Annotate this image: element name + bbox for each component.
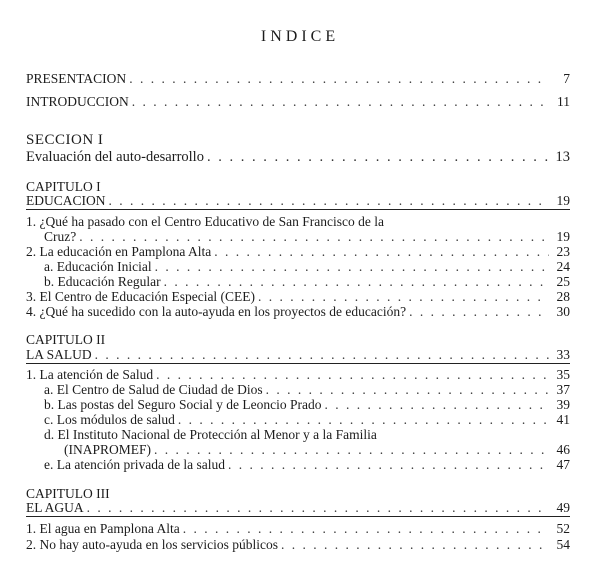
toc-label: 2. No hay auto-ayuda en los servicios públicos (26, 537, 278, 552)
dot-leader (87, 500, 549, 515)
dot-leader (183, 521, 549, 536)
dot-leader (214, 244, 549, 259)
toc-page-number: 25 (556, 274, 570, 289)
dot-leader (258, 289, 549, 304)
toc-label: 3. El Centro de Educación Especial (CEE) (26, 289, 256, 304)
toc-page-number: 19 (556, 229, 570, 244)
toc-label: d. El Instituto Nacional de Protección al Menor y a la Familia (44, 427, 377, 442)
toc-page-number: 28 (556, 289, 570, 304)
toc-label: EDUCACION (26, 193, 106, 208)
chapter-heading: CAPITULO II (26, 332, 106, 347)
toc-entry[interactable] (44, 274, 570, 289)
dot-leader (155, 259, 549, 274)
dot-leader (164, 274, 549, 289)
toc-page-number: 41 (556, 412, 570, 427)
toc-label: 4. ¿Qué ha sucedido con la auto-ayuda en los proyectos de educación? (26, 304, 407, 319)
toc-label: c. Los módulos de salud (44, 412, 175, 427)
toc-page-number: 54 (556, 537, 570, 552)
toc-label: b. Educación Regular (44, 274, 161, 289)
dot-leader (129, 71, 549, 86)
toc-label: (INAPROMEF) (64, 442, 152, 457)
toc-entry[interactable] (26, 214, 570, 229)
toc-label: 1. ¿Qué ha pasado con el Centro Educativo de San Francisco de la (26, 214, 385, 229)
toc-label: e. La atención privada de la salud (44, 457, 226, 472)
toc-entry[interactable] (26, 289, 570, 304)
toc-entry[interactable] (44, 229, 570, 244)
dot-leader (281, 537, 549, 552)
toc-page-number: 33 (556, 347, 570, 362)
toc-entry[interactable] (26, 304, 570, 319)
toc-label: Evaluación del auto-desarrollo (26, 149, 204, 165)
section-heading: SECCION I (26, 132, 104, 148)
toc-label: a. Educación Inicial (44, 259, 152, 274)
toc-page-number: 11 (557, 94, 570, 109)
dot-leader (79, 229, 549, 244)
dot-leader (228, 457, 549, 472)
toc-label: PRESENTACION (26, 71, 127, 86)
toc-page-number: 35 (556, 367, 570, 382)
dot-leader (409, 304, 549, 319)
toc-entry[interactable] (26, 244, 570, 259)
toc-page-number: 46 (556, 442, 570, 457)
toc-label: 1. La atención de Salud (26, 367, 154, 382)
toc-entry[interactable] (26, 537, 570, 552)
toc-page-number: 7 (563, 71, 570, 86)
toc-page-number: 37 (556, 382, 570, 397)
toc-label: Cruz? (44, 229, 77, 244)
toc-label: 2. La educación en Pamplona Alta (26, 244, 212, 259)
toc-entry[interactable] (44, 427, 570, 442)
toc-page-number: 13 (555, 149, 570, 165)
toc-entry[interactable] (44, 457, 570, 472)
toc-page-number: 23 (556, 244, 570, 259)
toc-label: LA SALUD (26, 347, 92, 362)
toc-page-number: 49 (556, 500, 570, 515)
dot-leader (207, 150, 549, 165)
toc-entry-introduccion[interactable] (26, 94, 570, 109)
dot-leader (154, 442, 549, 457)
page-title: INDICE (260, 28, 340, 45)
toc-page-number: 39 (556, 397, 570, 412)
chapter-heading: CAPITULO I (26, 179, 101, 194)
toc-entry-chapter[interactable] (26, 193, 570, 208)
dot-leader (178, 412, 549, 427)
toc-entry-presentacion[interactable] (26, 71, 570, 86)
toc-label: b. Las postas del Seguro Social y de Leoncio Prado (44, 397, 322, 412)
toc-entry-chapter[interactable] (26, 500, 570, 515)
dot-leader (132, 94, 549, 109)
toc-page-number: 24 (556, 259, 570, 274)
toc-label: INTRODUCCION (26, 94, 129, 109)
toc-entry[interactable] (44, 397, 570, 412)
toc-page-number: 52 (556, 521, 570, 536)
chapter-heading: CAPITULO III (26, 486, 110, 501)
dot-leader (266, 382, 549, 397)
toc-entry[interactable] (26, 367, 570, 382)
dot-leader (156, 367, 549, 382)
toc-label: EL AGUA (26, 500, 84, 515)
toc-page-number: 47 (556, 457, 570, 472)
toc-page-number: 30 (556, 304, 570, 319)
toc-label: a. El Centro de Salud de Ciudad de Dios (44, 382, 263, 397)
dot-leader (95, 347, 549, 362)
divider (26, 516, 570, 517)
toc-label: 1. El agua en Pamplona Alta (26, 521, 180, 536)
toc-page-number: 19 (556, 193, 570, 208)
toc-entry-chapter[interactable] (26, 347, 570, 362)
dot-leader (324, 397, 549, 412)
toc-entry[interactable] (44, 259, 570, 274)
divider (26, 363, 570, 364)
toc-entry[interactable] (44, 412, 570, 427)
toc-entry[interactable] (26, 521, 570, 536)
divider (26, 209, 570, 210)
toc-entry[interactable] (64, 442, 570, 457)
toc-entry-seccion1[interactable] (26, 150, 570, 165)
toc-entry[interactable] (44, 382, 570, 397)
dot-leader (109, 193, 550, 208)
